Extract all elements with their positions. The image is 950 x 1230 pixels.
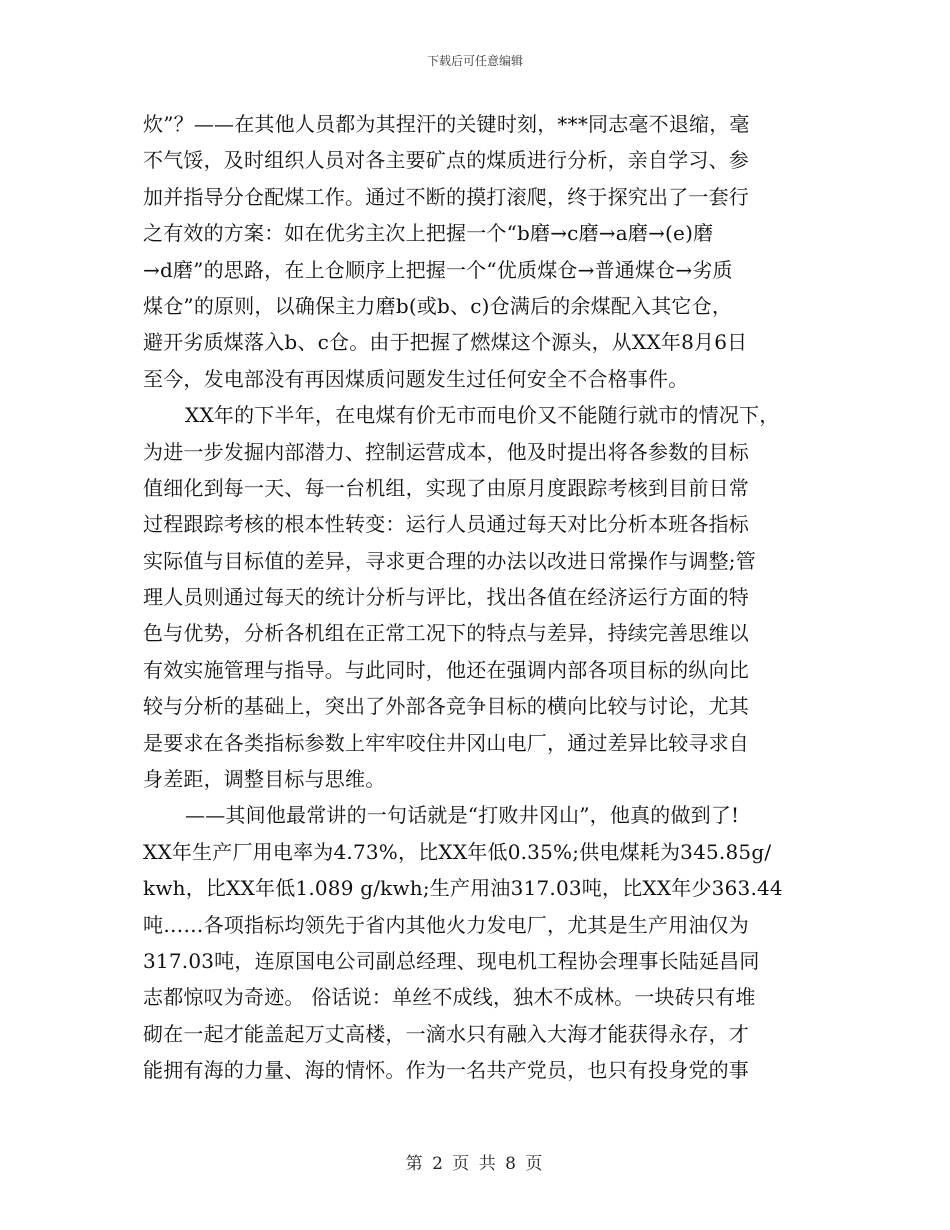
text-line: 色与优势，分析各机组在正常工况下的特点与差异，持续完善思维以 [143,621,749,646]
text-line: 实际值与目标值的差异，寻求更合理的办法以改进日常操作与调整;管 [143,548,756,573]
text-line: 为进一步发掘内部潜力、控制运营成本，他及时提出将各参数的目标 [143,439,749,464]
text-line: 加并指导分仓配煤工作。通过不断的摸打滚爬，终于探究出了一套行 [143,184,749,209]
text-line: XX年生产厂用电率为4.73%，比XX年低0.35%;供电煤耗为345.85g/ [143,839,772,864]
text-line: XX年的下半年，在电煤有价无市而电价又不能随行就市的情况下， [185,403,780,428]
text-line: 志都惊叹为奇迹。 俗话说：单丝不成线，独木不成林。一块砖只有堆 [143,985,756,1010]
page-footer: 第 2 页 共 8 页 [405,1154,545,1174]
text-line: 砌在一起才能盖起万丈高楼，一滴水只有融入大海才能获得永存，才 [143,1021,749,1046]
text-line: 理人员则通过每天的统计分析与评比，找出各值在经济运行方面的特 [143,585,749,610]
text-line: 能拥有海的力量、海的情怀。作为一名共产党员，也只有投身党的事 [143,1058,749,1083]
text-line: 是要求在各类指标参数上牢牢咬住井冈山电厂，通过差异比较寻求自 [143,730,749,755]
text-line: 不气馁，及时组织人员对各主要矿点的煤质进行分析，亲自学习、参 [143,148,749,173]
text-line: 值细化到每一天、每一台机组，实现了由原月度跟踪考核到目前日常 [143,475,749,500]
text-line: →d磨”的思路，在上仓顺序上把握一个“优质煤仓→普通煤仓→劣质 [143,257,733,282]
text-line: 煤仓”的原则，以确保主力磨b(或b、c)仓满后的余煤配入其它仓， [143,293,733,318]
text-line: 之有效的方案：如在优劣主次上把握一个“b磨→c磨→a磨→(e)磨 [143,221,714,246]
text-line: 至今，发电部没有再因煤质问题发生过任何安全不合格事件。 [143,366,689,391]
text-line: 较与分析的基础上，突出了外部各竞争目标的横向比较与讨论，尤其 [143,694,749,719]
text-line: kwh，比XX年低1.089 g/kwh;生产用油317.03吨，比XX年少363.44 [143,876,783,901]
text-line: 身差距，调整目标与思维。 [143,767,386,792]
text-line: 317.03吨，连原国电公司副总经理、现电机工程协会理事长陆延昌同 [143,948,760,973]
text-line: 过程跟踪考核的根本性转变：运行人员通过每天对比分析本班各指标 [143,512,749,537]
page-header: 下载后可任意编辑 [426,54,523,68]
text-line: ——其间他最常讲的一句话就是“打败井冈山”，他真的做到了! [185,803,740,828]
text-line: 避开劣质煤落入b、c仓。由于把握了燃煤这个源头，从XX年8月6日 [143,330,748,355]
document-body [143,106,807,1089]
text-line: 吨……各项指标均领先于省内其他火力发电厂，尤其是生产用油仅为 [143,912,749,937]
text-line: 有效实施管理与指导。与此同时，他还在强调内部各项目标的纵向比 [143,657,749,682]
text-line: 炊”？——在其他人员都为其捏汗的关键时刻，***同志毫不退缩，毫 [143,112,750,136]
